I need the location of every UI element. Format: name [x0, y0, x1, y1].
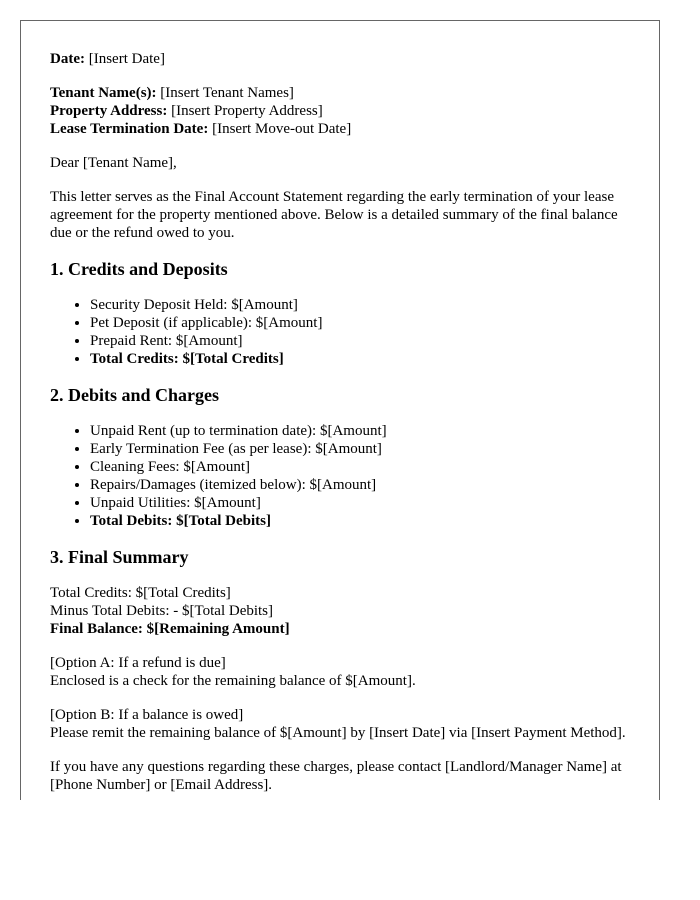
list-item: • Prepaid Rent: $[Amount] [90, 332, 640, 350]
option-a-text: Enclosed is a check for the remaining balance of $[Amount]. [50, 673, 416, 689]
tenant-label: Tenant Name(s): [50, 85, 157, 101]
list-item: • Repairs/Damages (itemized below): $[Amount] [90, 476, 640, 494]
salutation: Dear [Tenant Name], [50, 155, 177, 171]
termination-value: [Insert Move-out Date] [212, 121, 352, 137]
option-a-title: [Option A: If a refund is due] [50, 655, 226, 671]
tenant-info [50, 84, 640, 138]
summary-block [50, 584, 640, 638]
intro-paragraph: This letter serves as the Final Account Statement regarding the early termination of your lease agreement for the property mentioned above. Below is a detailed summary of the final balance due or the refund owed to you. [50, 189, 618, 241]
debits-total: • Total Debits: $[Total Debits] [90, 512, 640, 530]
document-page [20, 20, 660, 800]
letter-content [50, 50, 640, 800]
date-value: [Insert Date] [88, 51, 165, 67]
option-b-text: Please remit the remaining balance of $[Amount] by [Insert Date] via [Insert Payment Method]. [50, 725, 626, 741]
list-item: • Security Deposit Held: $[Amount] [90, 296, 640, 314]
option-a-block [50, 654, 640, 690]
list-item: • Unpaid Utilities: $[Amount] [90, 494, 640, 512]
list-item: • Pet Deposit (if applicable): $[Amount] [90, 314, 640, 332]
option-b-block [50, 706, 640, 742]
termination-label: Lease Termination Date: [50, 121, 209, 137]
tenant-value: [Insert Tenant Names] [160, 85, 294, 101]
option-b-title: [Option B: If a balance is owed] [50, 707, 244, 723]
summary-total-credits: Total Credits: $[Total Credits] [50, 585, 231, 601]
debits-heading: 2. Debits and Charges [50, 385, 220, 405]
property-value: [Insert Property Address] [171, 103, 323, 119]
debits-list [50, 422, 640, 530]
credits-heading: 1. Credits and Deposits [50, 259, 228, 279]
property-label: Property Address: [50, 103, 168, 119]
closing-paragraph: If you have any questions regarding these charges, please contact [Landlord/Manager Name] at [Phone Number] or [Email Address]. [50, 759, 622, 793]
list-item: • Unpaid Rent (up to termination date): $[Amount] [90, 422, 640, 440]
date-line [50, 50, 640, 68]
list-item: • Early Termination Fee (as per lease): $[Amount] [90, 440, 640, 458]
date-label: Date: [50, 51, 85, 67]
credits-list [50, 296, 640, 368]
list-item: • Cleaning Fees: $[Amount] [90, 458, 640, 476]
summary-heading: 3. Final Summary [50, 547, 189, 567]
credits-total: • Total Credits: $[Total Credits] [90, 350, 640, 368]
summary-final-balance: Final Balance: $[Remaining Amount] [50, 621, 290, 637]
summary-minus-debits: Minus Total Debits: - $[Total Debits] [50, 603, 274, 619]
